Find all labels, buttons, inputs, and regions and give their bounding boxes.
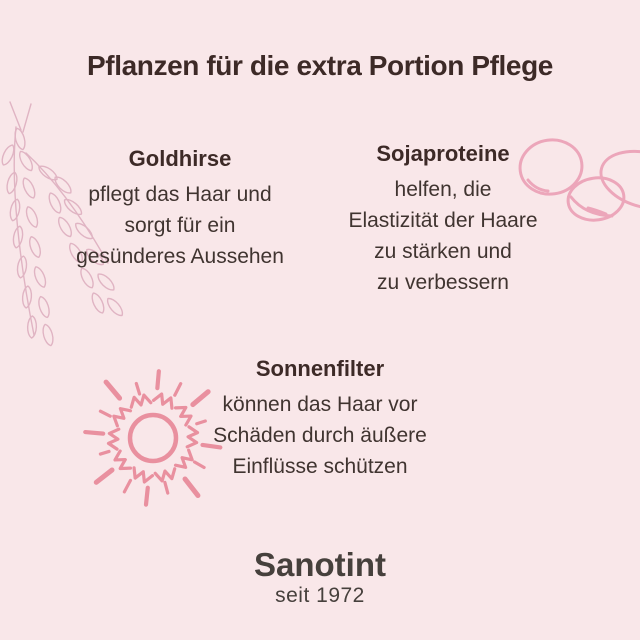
sojaproteine-heading: Sojaproteine bbox=[376, 141, 510, 166]
section-sojaproteine bbox=[330, 141, 556, 298]
sojaproteine-line: Elastizität der Haare bbox=[348, 209, 538, 232]
sonnenfilter-line: können das Haar vor bbox=[222, 393, 418, 416]
sonnenfilter-line: Schäden durch äußere bbox=[213, 424, 427, 447]
page-title: Pflanzen für die extra Portion Pflege bbox=[87, 50, 553, 81]
section-goldhirse bbox=[52, 146, 308, 272]
brand-name: Sanotint bbox=[254, 546, 386, 583]
brand-tagline: seit 1972 bbox=[275, 584, 365, 607]
section-sonnenfilter bbox=[185, 356, 455, 482]
goldhirse-line: sorgt für ein bbox=[124, 214, 236, 237]
sojaproteine-line: zu verbessern bbox=[377, 271, 509, 294]
goldhirse-heading: Goldhirse bbox=[128, 146, 232, 171]
sonnenfilter-line: Einflüsse schützen bbox=[232, 455, 408, 478]
sojaproteine-line: helfen, die bbox=[394, 178, 492, 201]
goldhirse-line: pflegt das Haar und bbox=[88, 183, 272, 206]
sojaproteine-line: zu stärken und bbox=[374, 240, 512, 263]
brand bbox=[0, 547, 640, 608]
sonnenfilter-heading: Sonnenfilter bbox=[255, 356, 385, 381]
goldhirse-line: gesünderes Aussehen bbox=[76, 245, 284, 268]
